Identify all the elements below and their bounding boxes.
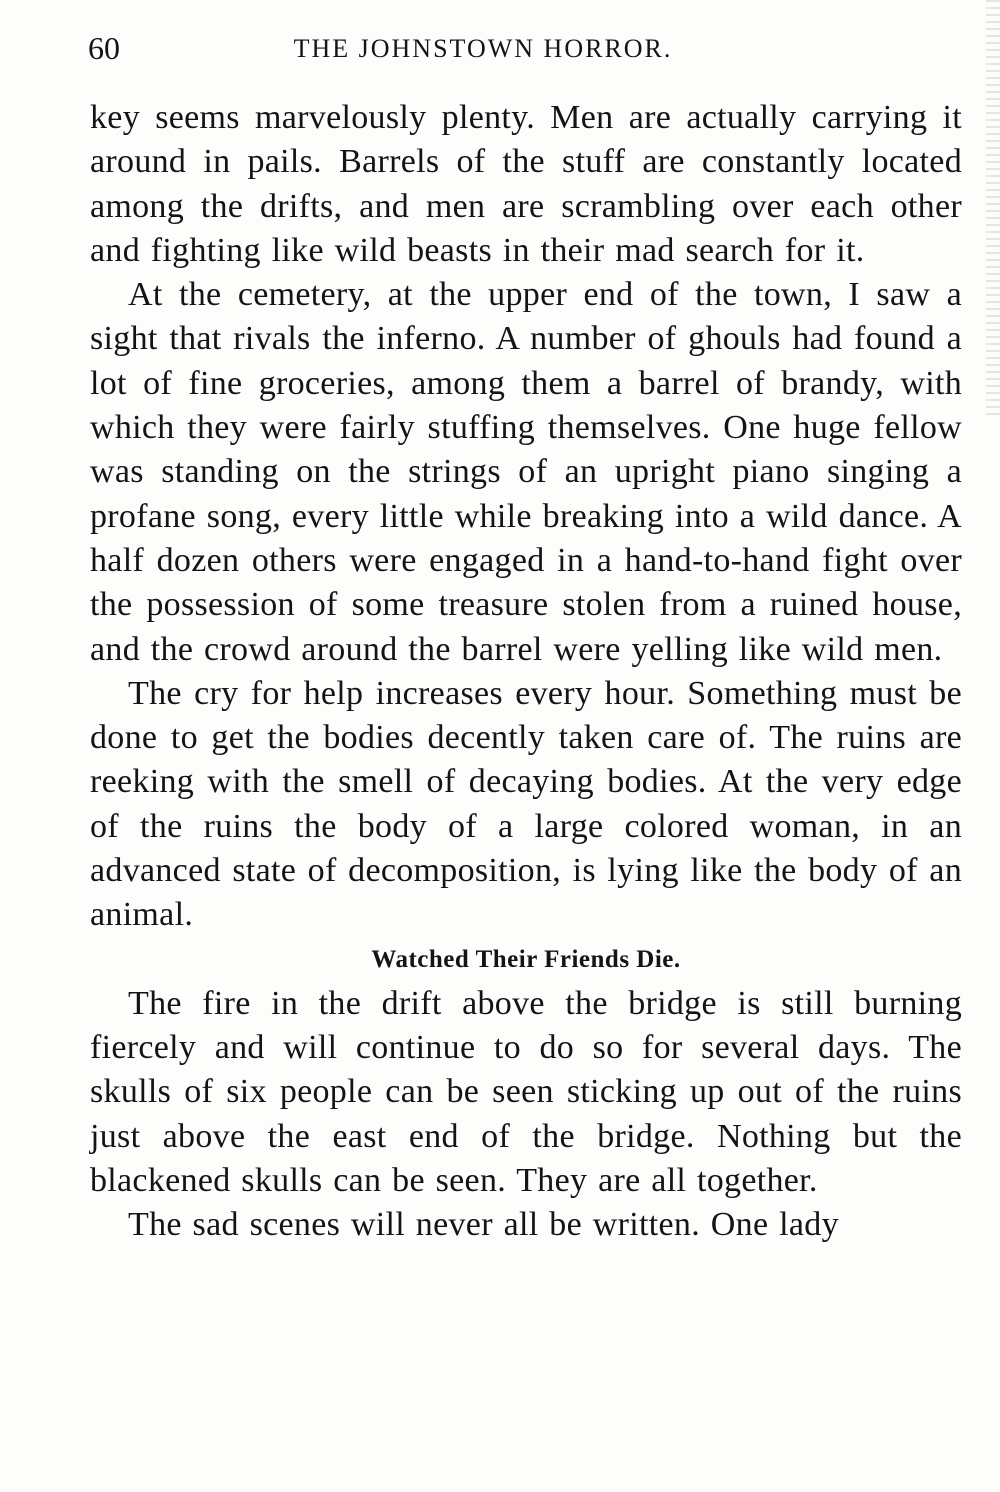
page-number: 60 [88,30,120,66]
paragraph-5: The sad scenes will never all be written. One lady [128,1206,839,1244]
running-title: THE JOHNSTOWN HORROR. [293,34,673,63]
paragraph-3: The cry for help increases every hour. Something must be done to get the bodies decently taken care of. The ruins are reeking with the smell of decaying bodies. At the very edge of the ruins the body of a large colored woman, in an advanced state of decomposition, is lying like the body of an animal. [90,674,962,934]
body-text [90,96,962,1247]
paragraph-2: At the cemetery, at the upper end of the town, I saw a sight that rivals the inferno. A number of ghouls had found a lot of fine groceries, among them a barrel of brandy, with which they were fairly stuffing themselves. One huge fellow was standing on the strings of an upright piano singing a profane song, every little while breaking into a wild dance. A half dozen others were engaged in a hand-to-hand fight over the possession of some treasure stolen from a ruined house, and the crowd around the barrel were yelling like wild men. [90,276,962,668]
section-heading: Watched Their Friends Die. [371,945,681,973]
page-edge-texture [986,0,1000,420]
paragraph-4: The fire in the drift above the bridge is still burning fiercely and will continue to do so for several days. The skulls of six people can be seen sticking up out of the ruins just above the east end of the bridge. Nothing but the blackened skulls can be seen. They are all together. [90,984,962,1199]
paragraph-1: key seems marvelously plenty. Men are actually carrying it around in pails. Barrels of the stuff are constantly located among the drifts, and men are scrambling over each other and fighting like wild beasts in their mad search for it. [90,99,962,269]
page-header [88,30,878,70]
